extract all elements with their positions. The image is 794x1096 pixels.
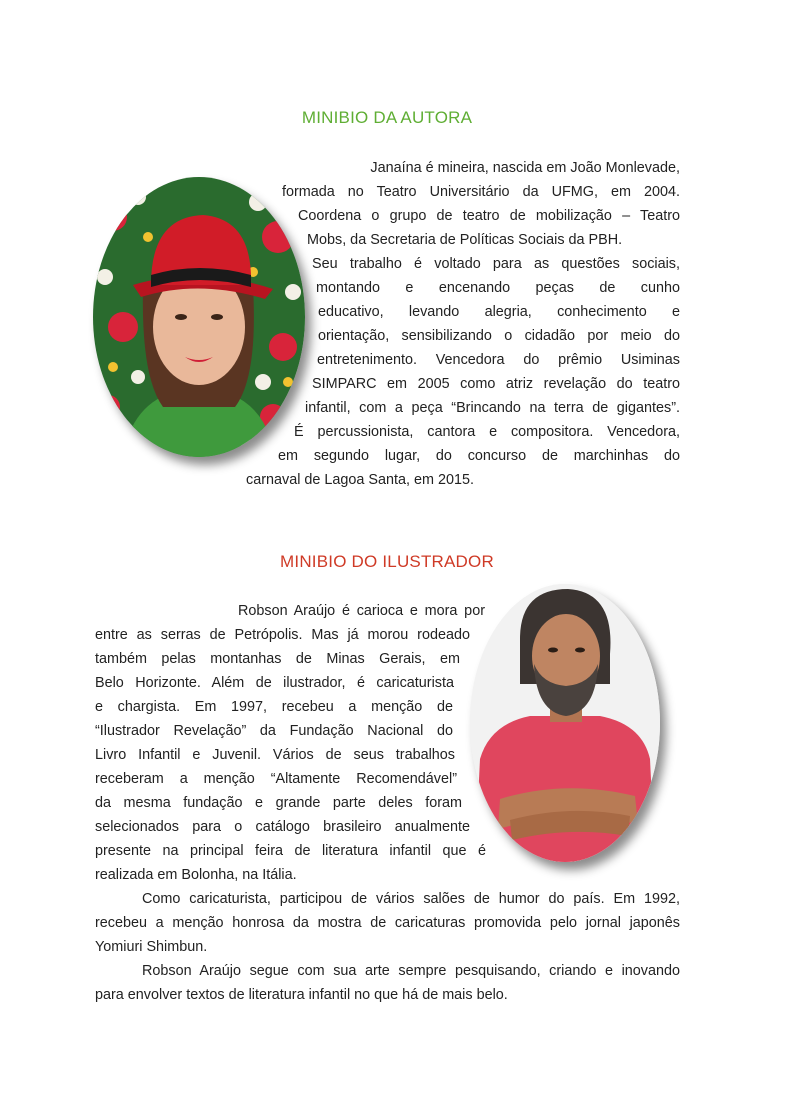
author-text-line: É percussionista, cantora e compositora. Vencedora, xyxy=(294,424,680,440)
author-text-line: Janaína é mineira, nascida em João Monlevade, xyxy=(370,160,680,176)
illustrator-minibio-heading: MINIBIO DO ILUSTRADOR xyxy=(280,552,494,571)
author-photo xyxy=(93,177,305,457)
author-text-line: educativo, levando alegria, conhecimento e xyxy=(318,304,680,320)
illustrator-text-line: realizada em Bolonha, na Itália. xyxy=(95,867,297,883)
author-text-line: carnaval de Lagoa Santa, em 2015. xyxy=(246,472,475,488)
illustrator-photo xyxy=(470,584,660,862)
author-text-line: Seu trabalho é voltado para as questões sociais, xyxy=(312,256,680,272)
illustrator-text-line: entre as serras de Petrópolis. Mas já morou rodeado xyxy=(95,627,470,643)
illustrator-text-line: Robson Araújo segue com sua arte sempre pesquisando, criando e inovando xyxy=(142,963,680,979)
illustrator-text-line: recebeu a menção honrosa da mostra de caricaturas promovida pelo jornal japonês xyxy=(95,915,680,931)
illustrator-text-line: Como caricaturista, participou de vários salões de humor do país. Em 1992, xyxy=(142,891,680,907)
illustrator-text-line: Robson Araújo é carioca e mora por xyxy=(238,603,485,619)
author-minibio-heading: MINIBIO DA AUTORA xyxy=(301,108,473,127)
illustrator-text-line: presente na principal feira de literatura infantil que é xyxy=(95,843,486,859)
illustrator-text-line: selecionados para o catálogo brasileiro anualmente xyxy=(95,819,470,835)
illustrator-text-line: e chargista. Em 1997, recebeu a menção de xyxy=(95,699,453,715)
author-text-line: montando e encenando peças de cunho xyxy=(316,280,680,296)
author-text-line: entretenimento. Vencedora do prêmio Usiminas xyxy=(317,352,680,368)
illustrator-text-line: Belo Horizonte. Além de ilustrador, é caricaturista xyxy=(95,675,454,691)
illustrator-text-line: Yomiuri Shimbun. xyxy=(95,939,208,955)
author-text-line: orientação, sensibilizando o cidadão por meio do xyxy=(318,328,680,344)
illustrator-text-line: da mesma fundação e grande parte deles foram xyxy=(95,795,462,811)
illustrator-text-line: “Ilustrador Revelação” da Fundação Nacional do xyxy=(95,723,453,739)
author-text-line: infantil, com a peça “Brincando na terra de gigantes”. xyxy=(305,400,680,416)
author-text-line: formada no Teatro Universitário da UFMG, em 2004. xyxy=(282,184,680,200)
illustrator-text-line: receberam a menção “Altamente Recomendável” xyxy=(95,771,457,787)
illustrator-text-line: para envolver textos de literatura infantil no que há de mais belo. xyxy=(95,987,508,1003)
author-text-line: Mobs, da Secretaria de Políticas Sociais da PBH. xyxy=(307,232,623,248)
author-text-line: SIMPARC em 2005 como atriz revelação do teatro xyxy=(312,376,680,392)
illustrator-text-line: também pelas montanhas de Minas Gerais, em xyxy=(95,651,460,667)
author-text-line: Coordena o grupo de teatro de mobilização – Teatro xyxy=(298,208,680,224)
author-text-line: em segundo lugar, do concurso de marchinhas do xyxy=(278,448,680,464)
illustrator-text-line: Livro Infantil e Juvenil. Vários de seus trabalhos xyxy=(95,747,455,763)
